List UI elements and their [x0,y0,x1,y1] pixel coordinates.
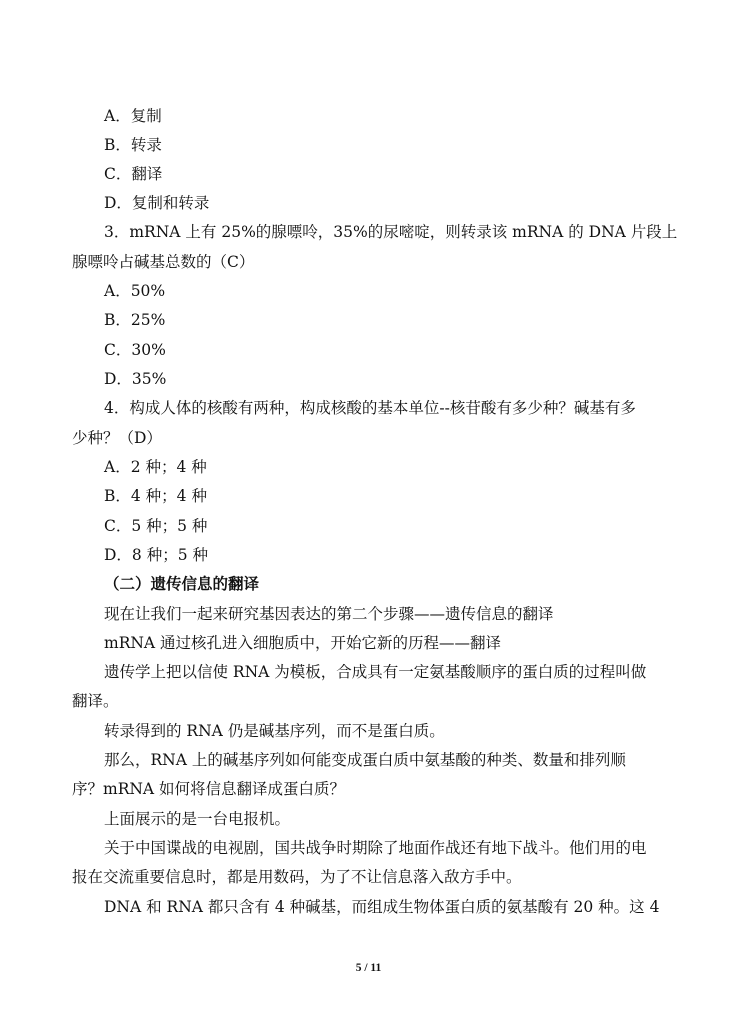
paragraph-6: 上面展示的是一台电报机。 [104,810,291,828]
paragraph-5-line1: 那么，RNA 上的碱基序列如何能变成蛋白质中氨基酸的种类、数量和排列顺 [104,751,626,769]
q2-option-c: C．翻译 [104,165,163,183]
q4-stem-line2: 少种？（D） [72,429,162,447]
q4-option-c: C．5 种；5 种 [104,517,208,535]
paragraph-5-line2: 序？mRNA 如何将信息翻译成蛋白质？ [72,780,346,798]
section-heading: （二）遗传信息的翻译 [104,574,260,593]
paragraph-7-line2: 报在交流重要信息时，都是用数码，为了不让信息落入敌方手中。 [72,868,522,886]
q4-option-a: A．2 种；4 种 [104,458,207,476]
q3-option-d: D．35% [104,370,167,388]
paragraph-7-line1: 关于中国谍战的电视剧，国共战争时期除了地面作战还有地下战斗。他们用的电 [104,839,647,857]
paragraph-4: 转录得到的 RNA 仍是碱基序列，而不是蛋白质。 [104,722,445,740]
q2-option-b: B．转录 [104,136,162,154]
q2-option-a: A．复制 [104,107,162,125]
q3-option-a: A．50% [104,282,166,300]
paragraph-8: DNA 和 RNA 都只含有 4 种碱基，而组成生物体蛋白质的氨基酸有 20 种。这 4 [104,898,660,916]
paragraph-3-line2: 翻译。 [72,692,119,710]
q2-option-d: D．复制和转录 [104,194,210,212]
paragraph-3-line1: 遗传学上把以信使 RNA 为模板，合成具有一定氨基酸顺序的蛋白质的过程叫做 [104,663,647,681]
paragraph-2: mRNA 通过核孔进入细胞质中，开始它新的历程——翻译 [104,634,502,652]
q4-stem-line1: 4．构成人体的核酸有两种，构成核酸的基本单位--核苷酸有多少种？碱基有多 [104,399,636,417]
q3-option-c: C．30% [104,341,166,359]
page-number: 5 / 11 [355,962,382,974]
q3-stem-line2: 腺嘌呤占碱基总数的（C） [72,253,255,271]
q4-option-d: D．8 种；5 种 [104,546,209,564]
q3-stem-line1: 3．mRNA 上有 25%的腺嘌呤，35%的尿嘧啶，则转录该 mRNA 的 DNA 片段上 [104,223,678,241]
q4-option-b: B．4 种；4 种 [104,487,207,505]
q3-option-b: B．25% [104,311,166,329]
paragraph-1: 现在让我们一起来研究基因表达的第二个步骤——遗传信息的翻译 [104,605,554,623]
